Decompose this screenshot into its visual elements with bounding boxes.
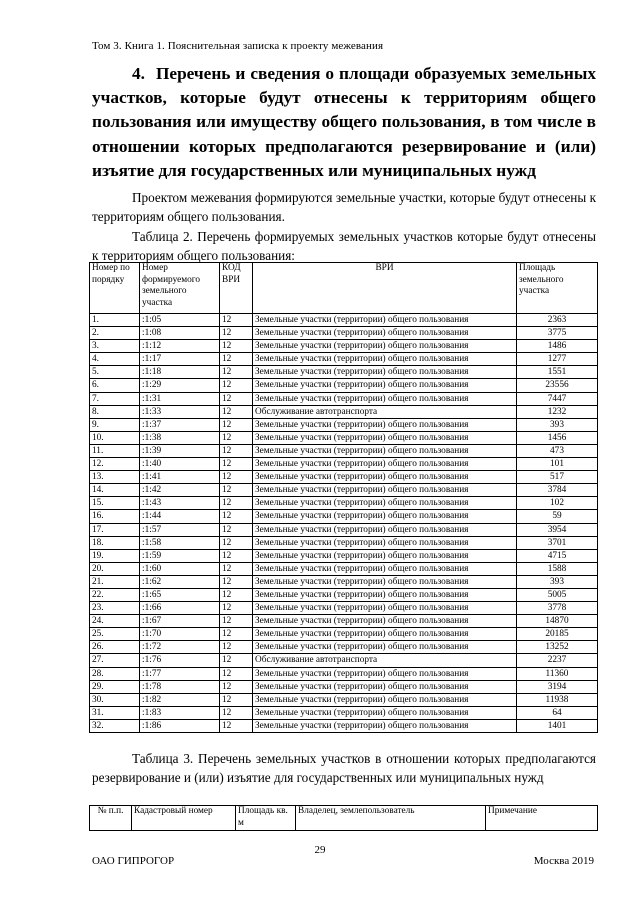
cell-vri: Земельные участки (территории) общего пользования <box>253 392 517 405</box>
cell-vri-code: 12 <box>220 615 253 628</box>
cell-area: 23556 <box>517 379 598 392</box>
intro-text: Проектом межевания формируются земельные участки, которые будут отнесены к территориям общего пользования. <box>92 190 596 224</box>
cell-area: 101 <box>517 458 598 471</box>
cell-vri: Земельные участки (территории) общего пользования <box>253 418 517 431</box>
cell-parcel-number: :1:82 <box>140 693 220 706</box>
cell-vri: Земельные участки (территории) общего пользования <box>253 588 517 601</box>
cell-vri-code: 12 <box>220 693 253 706</box>
cell-parcel-number: :1:17 <box>140 353 220 366</box>
cell-vri-code: 12 <box>220 602 253 615</box>
cell-area: 5005 <box>517 588 598 601</box>
col-header-order: Номер по порядку <box>90 263 140 314</box>
cell-area: 3954 <box>517 523 598 536</box>
cell-vri-code: 12 <box>220 654 253 667</box>
cell-parcel-number: :1:76 <box>140 654 220 667</box>
cell-parcel-number: :1:78 <box>140 680 220 693</box>
cell-parcel-number: :1:59 <box>140 549 220 562</box>
cell-area: 64 <box>517 706 598 719</box>
cell-vri-code: 12 <box>220 379 253 392</box>
col-header-cadastral-number: Кадастровый номер <box>132 806 236 831</box>
cell-vri: Земельные участки (территории) общего пользования <box>253 693 517 706</box>
cell-area: 517 <box>517 471 598 484</box>
cell-parcel-number: :1:40 <box>140 458 220 471</box>
table-row <box>90 719 598 732</box>
cell-vri-code: 12 <box>220 327 253 340</box>
cell-order: 7. <box>90 392 140 405</box>
cell-vri-code: 12 <box>220 523 253 536</box>
cell-vri: Земельные участки (территории) общего пользования <box>253 602 517 615</box>
cell-vri: Земельные участки (территории) общего пользования <box>253 575 517 588</box>
cell-area: 393 <box>517 575 598 588</box>
cell-parcel-number: :1:57 <box>140 523 220 536</box>
cell-vri-code: 12 <box>220 314 253 327</box>
cell-vri-code: 12 <box>220 641 253 654</box>
cell-vri: Земельные участки (территории) общего пользования <box>253 340 517 353</box>
cell-parcel-number: :1:38 <box>140 431 220 444</box>
cell-vri: Земельные участки (территории) общего пользования <box>253 615 517 628</box>
cell-vri: Земельные участки (территории) общего пользования <box>253 536 517 549</box>
cell-order: 10. <box>90 431 140 444</box>
cell-parcel-number: :1:72 <box>140 641 220 654</box>
cell-parcel-number: :1:33 <box>140 405 220 418</box>
cell-order: 32. <box>90 719 140 732</box>
table3-caption-text: Таблица 3. Перечень земельных участков в отношении которых предполагаются резервирование и (или) изъятие для государственных или муниципальных нужд <box>92 751 596 785</box>
cell-order: 8. <box>90 405 140 418</box>
cell-order: 22. <box>90 588 140 601</box>
cell-area: 2363 <box>517 314 598 327</box>
page-number: 29 <box>314 844 326 856</box>
cell-area: 14870 <box>517 615 598 628</box>
table-row <box>90 327 598 340</box>
cell-order: 2. <box>90 327 140 340</box>
section-heading <box>92 62 596 183</box>
col-header-parcel-number: Номер формируемого земельного участка <box>140 263 220 314</box>
cell-vri: Земельные участки (территории) общего пользования <box>253 667 517 680</box>
cell-parcel-number: :1:12 <box>140 340 220 353</box>
footer-organization: ОАО ГИПРОГОР <box>92 855 175 867</box>
cell-order: 28. <box>90 667 140 680</box>
cell-vri: Земельные участки (территории) общего пользования <box>253 314 517 327</box>
cell-order: 21. <box>90 575 140 588</box>
section-number: 4. <box>132 64 145 83</box>
table2-caption-text: Таблица 2. Перечень формируемых земельных участков которые будут отнесены к территориям общего пользования: <box>92 229 596 263</box>
cell-order: 1. <box>90 314 140 327</box>
intro-paragraph <box>92 188 596 226</box>
cell-order: 5. <box>90 366 140 379</box>
cell-vri: Земельные участки (территории) общего пользования <box>253 549 517 562</box>
cell-vri-code: 12 <box>220 575 253 588</box>
table-row <box>90 575 598 588</box>
cell-vri-code: 12 <box>220 353 253 366</box>
table3 <box>89 805 598 831</box>
cell-area: 3701 <box>517 536 598 549</box>
table-row <box>90 497 598 510</box>
cell-parcel-number: :1:70 <box>140 628 220 641</box>
cell-vri: Земельные участки (территории) общего пользования <box>253 366 517 379</box>
cell-order: 29. <box>90 680 140 693</box>
cell-area: 13252 <box>517 641 598 654</box>
col-header-vri: ВРИ <box>253 263 517 314</box>
cell-vri-code: 12 <box>220 588 253 601</box>
table-row <box>90 549 598 562</box>
cell-area: 393 <box>517 418 598 431</box>
table-row <box>90 353 598 366</box>
cell-area: 4715 <box>517 549 598 562</box>
cell-vri: Земельные участки (территории) общего пользования <box>253 379 517 392</box>
cell-area: 102 <box>517 497 598 510</box>
cell-vri: Земельные участки (территории) общего пользования <box>253 484 517 497</box>
cell-parcel-number: :1:67 <box>140 615 220 628</box>
cell-vri-code: 12 <box>220 706 253 719</box>
table-row <box>90 654 598 667</box>
cell-vri: Земельные участки (территории) общего пользования <box>253 562 517 575</box>
cell-vri: Земельные участки (территории) общего пользования <box>253 628 517 641</box>
col-header-owner: Владелец, землепользователь <box>296 806 486 831</box>
cell-vri-code: 12 <box>220 680 253 693</box>
table-row <box>90 431 598 444</box>
table-row <box>90 340 598 353</box>
table-row <box>90 314 598 327</box>
table-row <box>90 641 598 654</box>
cell-area: 20185 <box>517 628 598 641</box>
cell-order: 27. <box>90 654 140 667</box>
cell-order: 16. <box>90 510 140 523</box>
table-row <box>90 680 598 693</box>
cell-order: 23. <box>90 602 140 615</box>
table-row <box>90 510 598 523</box>
cell-vri: Земельные участки (территории) общего пользования <box>253 353 517 366</box>
cell-area: 1456 <box>517 431 598 444</box>
cell-vri: Обслуживание автотранспорта <box>253 405 517 418</box>
cell-area: 1277 <box>517 353 598 366</box>
table-row <box>90 615 598 628</box>
cell-order: 12. <box>90 458 140 471</box>
cell-area: 1401 <box>517 719 598 732</box>
col-header-area-sqm: Площадь кв. м <box>236 806 296 831</box>
table-row <box>90 418 598 431</box>
cell-parcel-number: :1:41 <box>140 471 220 484</box>
cell-order: 3. <box>90 340 140 353</box>
cell-area: 59 <box>517 510 598 523</box>
cell-vri: Земельные участки (территории) общего пользования <box>253 510 517 523</box>
cell-vri: Земельные участки (территории) общего пользования <box>253 458 517 471</box>
cell-vri: Земельные участки (территории) общего пользования <box>253 680 517 693</box>
cell-vri: Обслуживание автотранспорта <box>253 654 517 667</box>
cell-vri-code: 12 <box>220 562 253 575</box>
table-row <box>90 484 598 497</box>
cell-vri-code: 12 <box>220 497 253 510</box>
cell-parcel-number: :1:43 <box>140 497 220 510</box>
running-header: Том 3. Книга 1. Пояснительная записка к проекту межевания <box>92 40 384 52</box>
table-row <box>90 458 598 471</box>
cell-order: 19. <box>90 549 140 562</box>
cell-order: 31. <box>90 706 140 719</box>
cell-vri: Земельные участки (территории) общего пользования <box>253 641 517 654</box>
table-row <box>90 706 598 719</box>
cell-area: 1551 <box>517 366 598 379</box>
cell-parcel-number: :1:44 <box>140 510 220 523</box>
cell-area: 3194 <box>517 680 598 693</box>
cell-order: 9. <box>90 418 140 431</box>
table-row <box>90 628 598 641</box>
cell-area: 3778 <box>517 602 598 615</box>
cell-order: 6. <box>90 379 140 392</box>
cell-area: 2237 <box>517 654 598 667</box>
cell-parcel-number: :1:29 <box>140 379 220 392</box>
cell-parcel-number: :1:18 <box>140 366 220 379</box>
cell-order: 14. <box>90 484 140 497</box>
cell-parcel-number: :1:77 <box>140 667 220 680</box>
cell-order: 13. <box>90 471 140 484</box>
table2-caption <box>92 227 596 265</box>
cell-parcel-number: :1:62 <box>140 575 220 588</box>
cell-order: 20. <box>90 562 140 575</box>
cell-vri: Земельные участки (территории) общего пользования <box>253 431 517 444</box>
cell-vri-code: 12 <box>220 458 253 471</box>
table-row <box>90 471 598 484</box>
cell-area: 3775 <box>517 327 598 340</box>
cell-area: 11360 <box>517 667 598 680</box>
cell-parcel-number: :1:86 <box>140 719 220 732</box>
cell-order: 15. <box>90 497 140 510</box>
cell-vri: Земельные участки (территории) общего пользования <box>253 523 517 536</box>
cell-parcel-number: :1:58 <box>140 536 220 549</box>
table-row <box>90 405 598 418</box>
cell-area: 1588 <box>517 562 598 575</box>
cell-order: 25. <box>90 628 140 641</box>
cell-vri-code: 12 <box>220 392 253 405</box>
cell-parcel-number: :1:65 <box>140 588 220 601</box>
cell-vri-code: 12 <box>220 340 253 353</box>
cell-vri-code: 12 <box>220 431 253 444</box>
cell-vri: Земельные участки (территории) общего пользования <box>253 444 517 457</box>
cell-vri: Земельные участки (территории) общего пользования <box>253 327 517 340</box>
cell-vri-code: 12 <box>220 628 253 641</box>
cell-vri-code: 12 <box>220 719 253 732</box>
col-header-number: № п.п. <box>90 806 132 831</box>
table3-header-row <box>90 806 598 831</box>
cell-vri-code: 12 <box>220 510 253 523</box>
table-row <box>90 392 598 405</box>
cell-parcel-number: :1:66 <box>140 602 220 615</box>
cell-vri-code: 12 <box>220 667 253 680</box>
table-row <box>90 602 598 615</box>
cell-vri-code: 12 <box>220 366 253 379</box>
cell-vri-code: 12 <box>220 405 253 418</box>
cell-vri-code: 12 <box>220 549 253 562</box>
cell-area: 11938 <box>517 693 598 706</box>
cell-parcel-number: :1:83 <box>140 706 220 719</box>
table-row <box>90 444 598 457</box>
cell-order: 4. <box>90 353 140 366</box>
cell-vri-code: 12 <box>220 536 253 549</box>
cell-vri-code: 12 <box>220 484 253 497</box>
cell-area: 1486 <box>517 340 598 353</box>
cell-order: 30. <box>90 693 140 706</box>
cell-vri: Земельные участки (территории) общего пользования <box>253 719 517 732</box>
cell-parcel-number: :1:05 <box>140 314 220 327</box>
col-header-area: Площадь земельного участка <box>517 263 598 314</box>
cell-order: 24. <box>90 615 140 628</box>
table-row <box>90 379 598 392</box>
cell-parcel-number: :1:42 <box>140 484 220 497</box>
cell-parcel-number: :1:37 <box>140 418 220 431</box>
cell-parcel-number: :1:08 <box>140 327 220 340</box>
table-row <box>90 562 598 575</box>
cell-order: 11. <box>90 444 140 457</box>
col-header-vri-code: КОД ВРИ <box>220 263 253 314</box>
cell-vri: Земельные участки (территории) общего пользования <box>253 471 517 484</box>
cell-area: 7447 <box>517 392 598 405</box>
cell-parcel-number: :1:39 <box>140 444 220 457</box>
cell-parcel-number: :1:60 <box>140 562 220 575</box>
cell-area: 3784 <box>517 484 598 497</box>
table-row <box>90 366 598 379</box>
cell-order: 17. <box>90 523 140 536</box>
cell-area: 473 <box>517 444 598 457</box>
cell-order: 26. <box>90 641 140 654</box>
table-row <box>90 667 598 680</box>
cell-vri-code: 12 <box>220 471 253 484</box>
footer-city-year: Москва 2019 <box>533 855 594 867</box>
cell-vri-code: 12 <box>220 444 253 457</box>
cell-vri-code: 12 <box>220 418 253 431</box>
table-row <box>90 693 598 706</box>
col-header-note: Примечание <box>486 806 598 831</box>
table-row <box>90 523 598 536</box>
table3-caption <box>92 749 596 787</box>
cell-parcel-number: :1:31 <box>140 392 220 405</box>
table-row <box>90 536 598 549</box>
table-row <box>90 588 598 601</box>
table2-header-row <box>90 263 598 314</box>
cell-area: 1232 <box>517 405 598 418</box>
cell-vri: Земельные участки (территории) общего пользования <box>253 497 517 510</box>
section-title: Перечень и сведения о площади образуемых земельных участков, которые будут отнесены к территориям общего пользования или имуществу общего пользования, в том числе в отношении которых предполагаются резервирование и (или) изъятие для государственных или муниципальных нужд <box>92 64 596 180</box>
cell-vri: Земельные участки (территории) общего пользования <box>253 706 517 719</box>
cell-order: 18. <box>90 536 140 549</box>
table2 <box>89 262 598 733</box>
